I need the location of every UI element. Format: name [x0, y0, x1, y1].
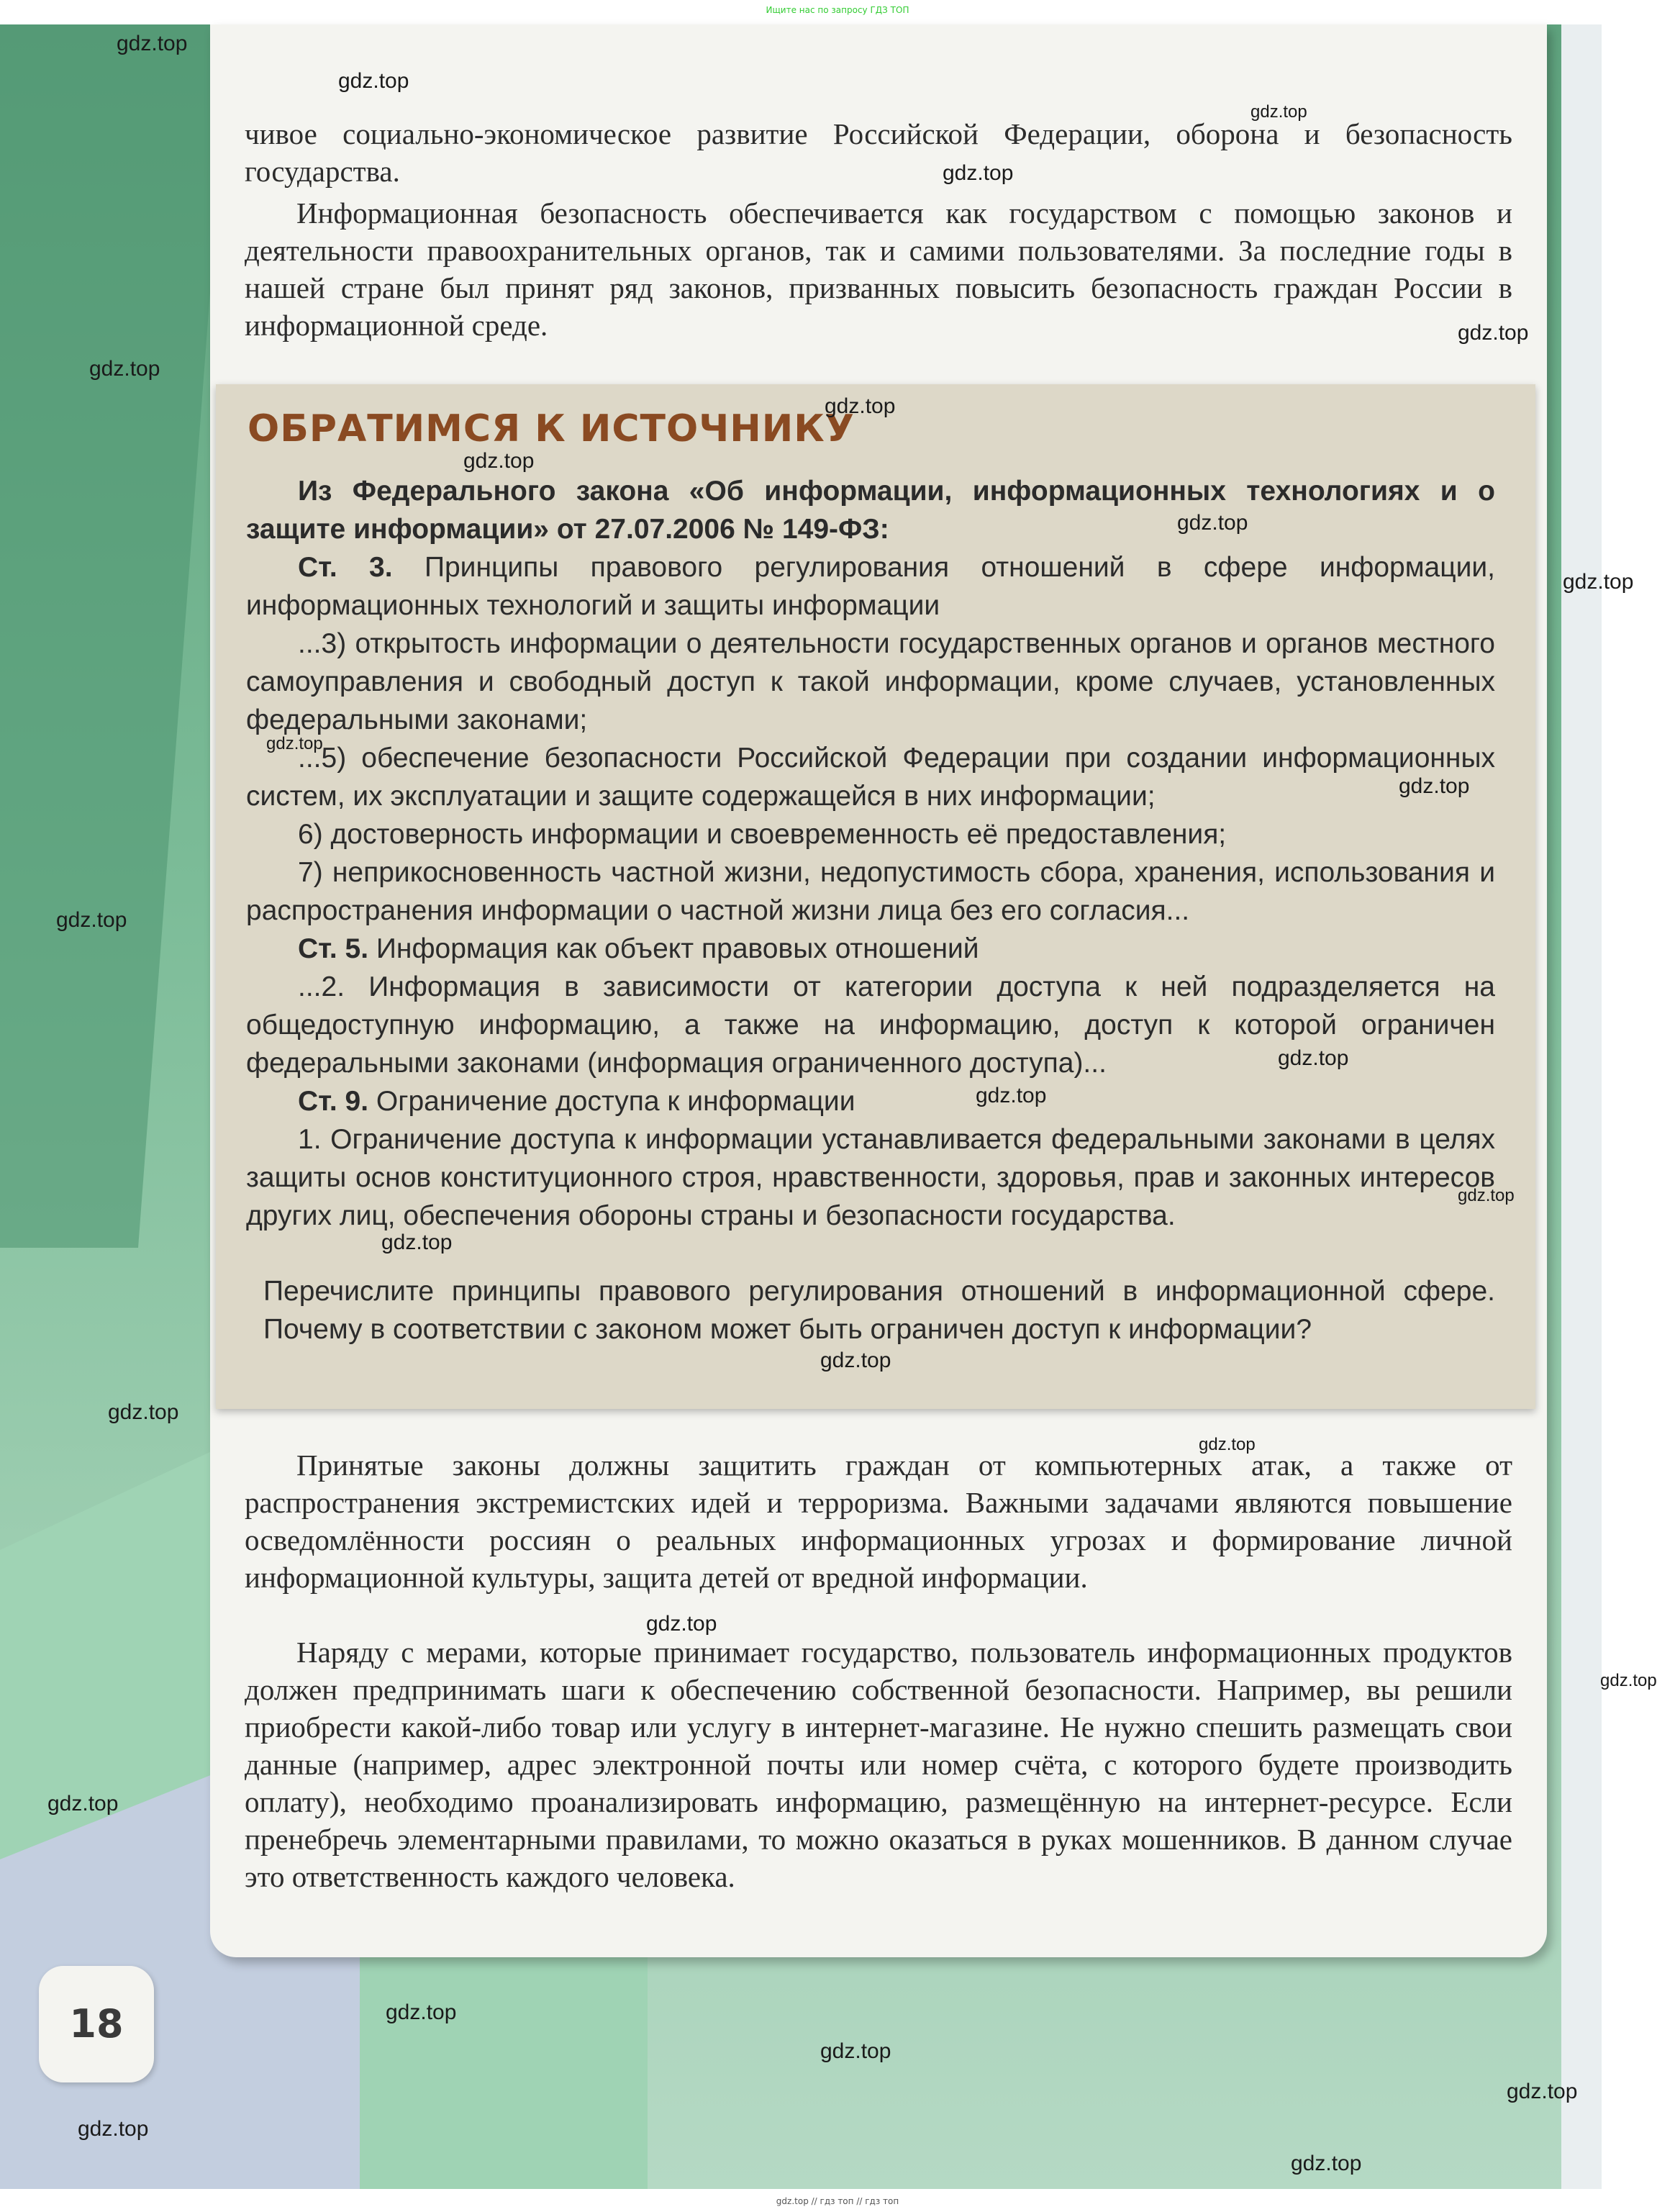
watermark: gdz.top [381, 1230, 453, 1254]
article-3 [246, 548, 1495, 625]
page-edge [1561, 24, 1602, 2189]
watermark: gdz.top [943, 161, 1014, 185]
article-3-item-5: ...5) обеспечение безопасности Российской Федерации при создании информационных систем, их эксплуатации и защите содержащейся в них информации; [246, 743, 1495, 812]
article-5-text: Информация как объект правовых отношений [376, 933, 979, 964]
watermark: gdz.top [646, 1612, 717, 1636]
bottom-banner [0, 2190, 1675, 2212]
watermark: gdz.top [825, 394, 896, 418]
page-number: 18 [39, 1966, 154, 2082]
article-5 [246, 930, 1495, 968]
source-title: ОБРАТИМСЯ К ИСТОЧНИКУ [248, 407, 855, 450]
source-question: Перечислите принципы правового регулирования отношений в информационной сфере. Почему в соответствии с законом может быть ограничен доступ к информации? [263, 1276, 1495, 1345]
article-3-label: Ст. 3. [298, 552, 393, 583]
watermark: gdz.top [820, 2039, 891, 2063]
article-9-item-1: 1. Ограничение доступа к информации устанавливается федеральными законами в целях защиты основ конституционного строя, нравственности, здоровья, прав и законных интересов других лиц, обеспечения обороны страны и безопасности государства. [246, 1124, 1495, 1231]
law-title: Из Федерального закона «Об информации, информационных технологиях и о защите информации» от 27.07.2006 № 149-ФЗ: [246, 476, 1495, 545]
paragraph-bottom-1: Принятые законы должны защитить граждан от компьютерных атак, а также от распространения экстремистских идей и терроризма. Важными задачами являются повышение осведомлённости россиян о реальных информационных угрозах и формирование личной информационной культуры, защита детей от вредной информации. [245, 1449, 1512, 1594]
watermark: gdz.top [1563, 570, 1634, 594]
paragraph-top-1: чивое социально-экономическое развитие Российской Федерации, оборона и безопасность государства. [245, 117, 1512, 188]
article-3-item-7: 7) неприкосновенность частной жизни, недопустимость сбора, хранения, использования и распространения информации о частной жизни лица без его согласия... [246, 857, 1495, 926]
watermark: gdz.top [1507, 2080, 1578, 2103]
top-banner [0, 0, 1675, 22]
watermark: gdz.top [47, 1792, 119, 1816]
watermark: gdz.top [976, 1084, 1047, 1107]
watermark: gdz.top [1177, 511, 1248, 535]
watermark: gdz.top [1199, 1435, 1256, 1454]
top-banner-text: Ищите нас по запросу ГДЗ ТОП [766, 5, 909, 15]
watermark: gdz.top [386, 2000, 457, 2024]
article-3-text: Принципы правового регулирования отношений в сфере информации, информационных технологий и защиты информации [246, 552, 1495, 621]
watermark: gdz.top [78, 2117, 149, 2141]
article-3-item-3: ...3) открытость информации о деятельности государственных органов и органов местного самоуправления и свободный доступ к такой информации, кроме случаев, установленных федеральными законами; [246, 628, 1495, 735]
watermark: gdz.top [89, 357, 160, 381]
decor-shape-dark [0, 24, 230, 1248]
watermark: gdz.top [820, 1348, 891, 1372]
watermark: gdz.top [56, 908, 127, 932]
watermark: gdz.top [1458, 321, 1529, 345]
watermark: gdz.top [1250, 102, 1307, 122]
article-3-item-6: 6) достоверность информации и своевременность её предоставления; [298, 819, 1227, 850]
watermark: gdz.top [1399, 774, 1470, 798]
article-5-item-2: ...2. Информация в зависимости от категории доступа к ней подразделяется на общедоступную информацию, а также на информацию, доступ к которой ограничен федеральными законами (информация ограниченного доступа)... [246, 971, 1495, 1079]
watermark: gdz.top [338, 69, 409, 93]
watermark: gdz.top [117, 32, 188, 55]
article-9-label: Ст. 9. [298, 1086, 369, 1117]
watermark: gdz.top [108, 1400, 179, 1424]
bottom-banner-text: gdz.top // гдз топ // гдз топ [776, 2196, 899, 2206]
article-9-text: Ограничение доступа к информации [376, 1086, 855, 1117]
watermark: gdz.top [1291, 2152, 1362, 2175]
watermark: gdz.top [1600, 1671, 1657, 1690]
article-5-label: Ст. 5. [298, 933, 369, 964]
article-9 [246, 1082, 1495, 1120]
watermark: gdz.top [1278, 1046, 1349, 1070]
paragraph-bottom-2: Наряду с мерами, которые принимает государство, пользователь информационных продуктов должен предпринимать шаги к обеспечению собственной безопасности. Например, вы решили приобрести какой-либо товар или услугу в интернет-магазине. Не нужно спешить размещать свои данные (например, адрес электронной почты или номер счёта, с которого будете производить оплату), необходимо проанализировать информацию, размещённую на интернет-ресурсе. Если пренебречь элементарными правилами, то можно оказаться в руках мошенников. В данном случае это ответственность каждого человека. [245, 1636, 1512, 1893]
watermark: gdz.top [266, 734, 323, 753]
paragraph-top-2: Информационная безопасность обеспечивается как государством с помощью законов и деятельности правоохранительных органов, так и самими пользователями. За последние годы в нашей стране был принят ряд законов, призванных повысить безопасность граждан России в информационной среде. [245, 196, 1512, 342]
watermark: gdz.top [1458, 1186, 1515, 1205]
watermark: gdz.top [463, 449, 535, 473]
